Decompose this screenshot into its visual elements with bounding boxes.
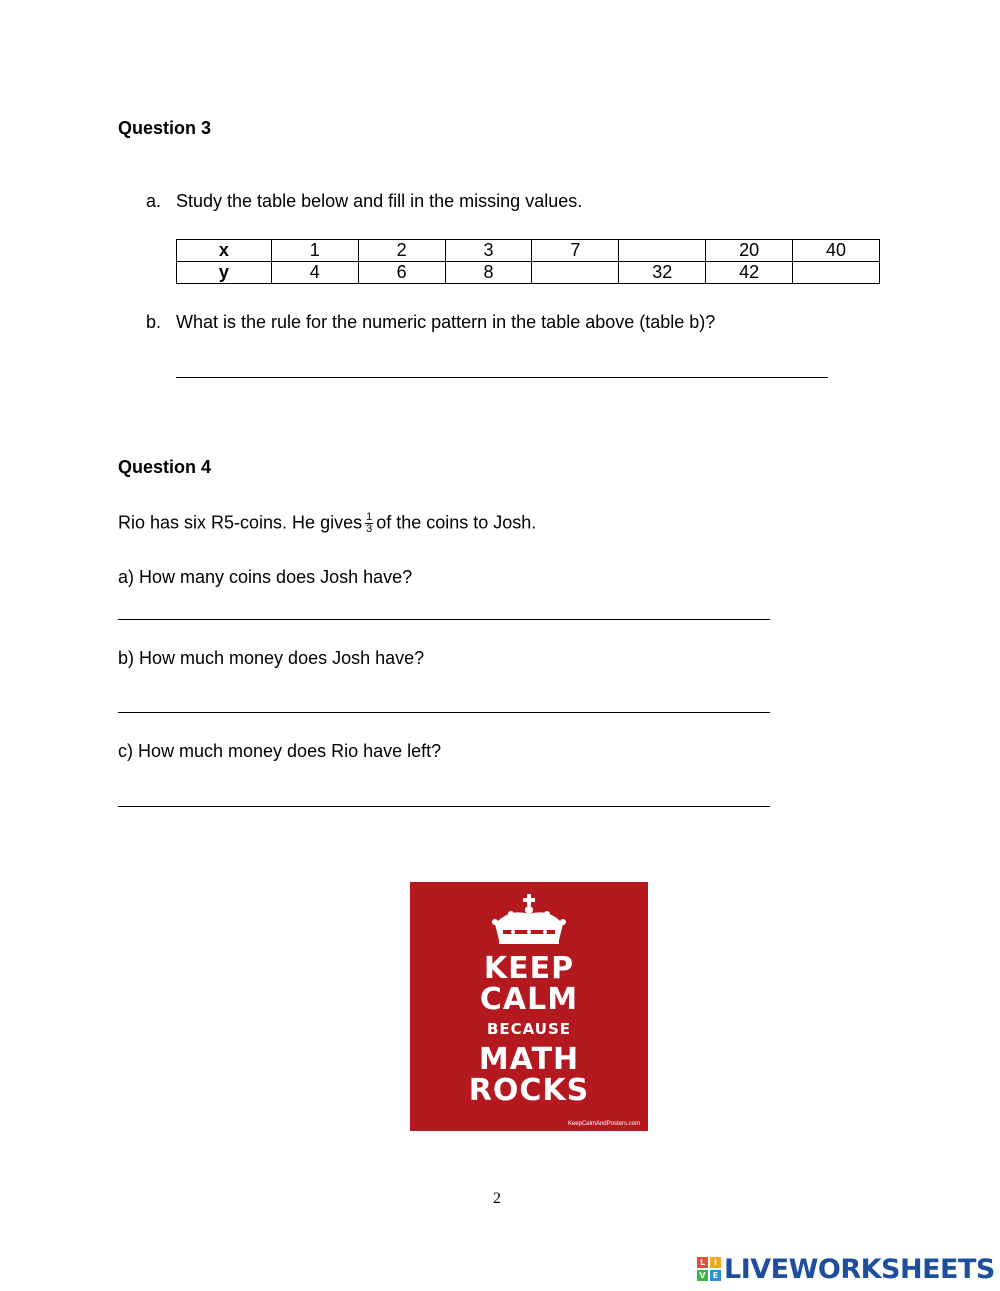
fraction-numerator: 1 [366,511,373,523]
x-cell: 3 [445,240,532,262]
poster-calm: CALM [479,982,579,1017]
poster-website: KeepCalmAndPosters.com [567,1121,640,1127]
y-row-label: y [177,262,272,284]
q4-c-answer-line[interactable] [118,806,770,807]
poster-rocks: ROCKS [468,1073,590,1108]
logo-blocks-icon [697,1257,721,1281]
x-cell-blank[interactable] [619,240,706,262]
xy-table [176,239,880,284]
y-cell: 4 [271,262,358,284]
y-cell: 42 [706,262,793,284]
x-cell: 7 [532,240,619,262]
y-cell-blank[interactable] [532,262,619,284]
q4-intro [118,512,536,535]
logo-block: I [710,1257,721,1268]
question-4-heading: Question 4 [118,457,212,477]
x-cell: 1 [271,240,358,262]
q4-intro-start: Rio has six R5-coins. He gives [118,512,363,533]
poster-math: MATH [478,1042,580,1077]
q4-b-answer-line[interactable] [118,712,770,713]
page-number: 2 [493,1190,501,1207]
q4-question-c: c) How much money does Rio have left? [118,741,442,761]
q3-part-b-marker: b. [146,312,162,332]
q3-part-a-instruction: Study the table below and fill in the missing values. [176,191,583,211]
logo-block: L [697,1257,708,1268]
crown-icon [489,894,569,954]
logo-block: V [697,1270,708,1281]
liveworksheets-logo[interactable] [697,1254,995,1284]
y-cell-blank[interactable] [793,262,880,284]
y-row [177,262,880,284]
fraction-denominator: 3 [366,523,373,535]
x-cell: 20 [706,240,793,262]
keep-calm-poster [410,882,648,1131]
q3-part-b-question: What is the rule for the numeric pattern in the table above (table b)? [176,312,716,332]
x-cell: 40 [793,240,880,262]
logo-block: E [710,1270,721,1281]
x-row-label: x [177,240,272,262]
q4-intro-end: of the coins to Josh. [376,512,537,533]
question-3-heading: Question 3 [118,118,212,138]
q4-question-a: a) How many coins does Josh have? [118,567,413,587]
q4-question-b: b) How much money does Josh have? [118,648,425,668]
brand-name: LIVEWORKSHEETS [724,1253,995,1285]
x-cell: 2 [358,240,445,262]
x-row [177,240,880,262]
one-third-fraction [365,512,373,535]
poster-because: BECAUSE [486,1020,572,1038]
poster-keep: KEEP [483,951,575,986]
y-cell: 6 [358,262,445,284]
q4-a-answer-line[interactable] [118,619,770,620]
q3-answer-line[interactable] [176,377,828,378]
y-cell: 8 [445,262,532,284]
q3-part-a-marker: a. [146,191,162,211]
y-cell: 32 [619,262,706,284]
